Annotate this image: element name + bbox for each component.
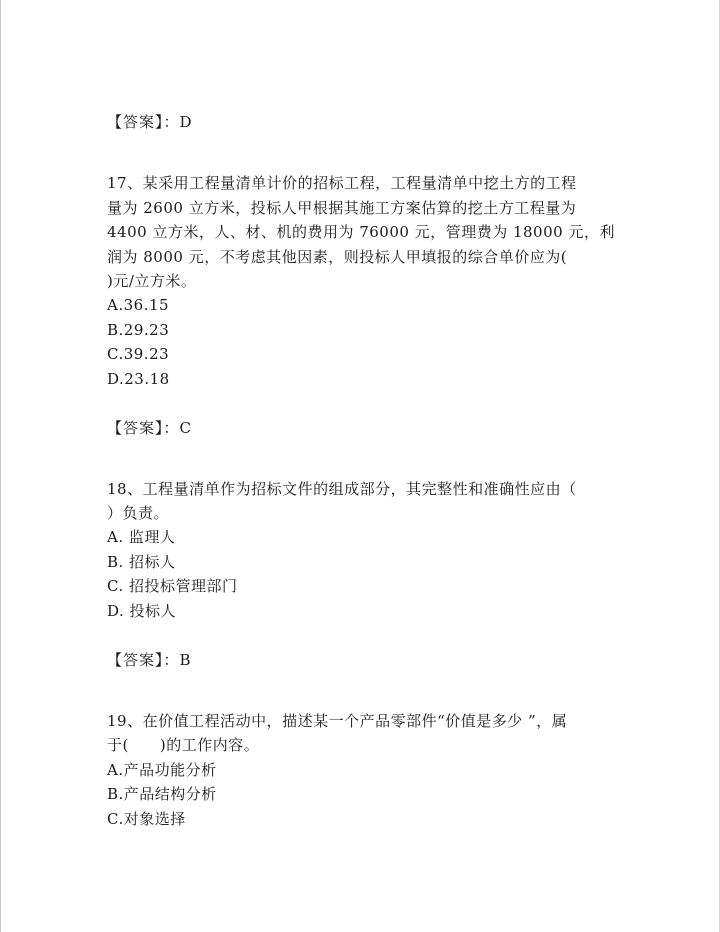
question-17-option-a: A.36.15 [107,296,170,314]
answer-16: 【答案】：D [107,113,193,131]
question-18-option-a: A. 监理人 [107,528,176,546]
question-17-option-b: B.29.23 [107,321,170,339]
question-19-option-a: A.产品功能分析 [107,761,217,779]
question-19-line-1: 19、在价值工程活动中，描述某一个产品零部件“价值是多少 ”，属 [107,712,568,730]
question-17-line-4: 润为 8000 元，不考虑其他因素，则投标人甲填报的综合单价应为( [107,248,568,266]
question-19-option-b: B.产品结构分析 [107,785,217,803]
page-edge-left [0,0,1,932]
question-17-line-3: 4400 立方米，人、材、机的费用为 76000 元，管理费为 18000 元，利 [107,223,615,241]
question-18-line-2: ）负责。 [107,504,170,522]
answer-18: 【答案】：B [107,651,192,669]
question-17-line-2: 量为 2600 立方米，投标人甲根据其施工方案估算的挖土方工程量为 [107,199,577,217]
question-18-option-d: D. 投标人 [107,602,177,620]
question-17-option-c: C.39.23 [107,345,170,363]
question-17-option-d: D.23.18 [107,370,170,388]
question-18-option-b: B. 招标人 [107,553,176,571]
question-17-line-1: 17、某采用工程量清单计价的招标工程，工程量清单中挖土方的工程 [107,174,577,192]
question-19-option-c: C.对象选择 [107,810,186,828]
answer-17: 【答案】：C [107,419,192,437]
question-18-option-c: C. 招投标管理部门 [107,577,238,595]
question-18-line-1: 18、工程量清单作为招标文件的组成部分，其完整性和准确性应由（ [107,480,577,498]
question-19-line-2: 于( )的工作内容。 [107,736,260,754]
question-17-line-5: )元/立方米。 [107,272,197,290]
